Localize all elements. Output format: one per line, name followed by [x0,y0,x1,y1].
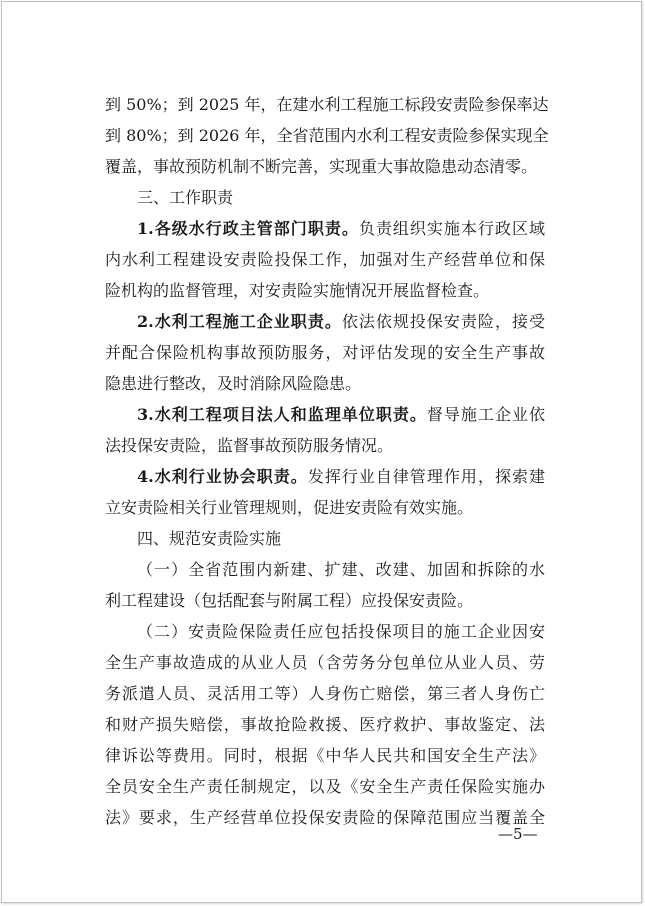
paragraph-line [105,771,545,802]
line-text: 立安责险相关行业管理规则，促进安责险有效实施。 [105,498,474,517]
paragraph-line [105,802,545,833]
paragraph-line [105,585,473,616]
item-3-heading-line [137,399,545,430]
line-text: （一）全省范围内新建、扩建、改建、加固和拆除的水 [137,560,545,579]
paragraph-line [105,492,473,523]
section-heading-4 [137,523,281,554]
item-title: 1.各级水行政主管部门职责。 [137,219,359,238]
heading-text: 三、工作职责 [137,188,234,207]
item-1-heading-line [137,213,545,244]
line-text: 全生产事故造成的从业人员（含劳务分包单位从业人员、劳 [105,653,545,672]
line-text: 到 50%；到 2025 年，在建水利工程施工标段安责险参保率达 [105,95,549,114]
item-title: 2.水利工程施工企业职责。 [137,312,342,331]
paragraph-line [105,275,489,306]
line-text: 到 80%；到 2026 年，全省范围内水利工程安责险参保实现全 [105,126,549,145]
section-heading-3 [137,182,233,213]
paragraph-line [105,368,361,399]
paragraph-line [105,647,545,678]
paragraph-line [105,740,545,771]
item-title: 3.水利工程项目法人和监理单位职责。 [137,405,427,424]
line-text: 利工程建设（包括配套与附属工程）应投保安责险。 [105,591,474,610]
paragraph-line [105,337,545,368]
heading-text: 四、规范安责险实施 [137,529,282,548]
paragraph-line [105,120,549,151]
line-text: 隐患进行整改，及时消除风险隐患。 [105,374,362,393]
line-text: 全员安全生产责任制规定，以及《安全生产责任保险实施办 [105,777,545,796]
line-text: 内水利工程建设安责险投保工作，加强对生产经营单位和保 [105,250,545,269]
line-text: 险机构的监督管理，对安责险实施情况开展监督检查。 [105,281,490,300]
paragraph-line [105,244,545,275]
line-text: 督导施工企业依 [426,405,545,424]
line-text: 务派遣人员、灵活用工等）人身伤亡赔偿，第三者人身伤亡 [105,684,545,703]
line-text: 和财产损失赔偿，事故抢险救援、医疗救护、事故鉴定、法 [105,715,545,734]
paragraph-line [137,554,545,585]
paragraph-line [105,151,537,182]
line-text: （二）安责险保险责任应包括投保项目的施工企业因安 [137,622,545,641]
line-text: 并配合保险机构事故预防服务，对评估发现的安全生产事故 [105,343,545,362]
item-2-heading-line [137,306,545,337]
paragraph-line [105,678,545,709]
line-text: 律诉讼等费用。同时，根据《中华人民共和国安全生产法》 [105,746,545,765]
line-text: 发挥行业自律管理作用，探索建 [307,467,545,486]
line-text: 法》要求，生产经营单位投保安责险的保障范围应当覆盖全 [105,808,545,827]
document-page [1,1,642,903]
paragraph-line [105,709,545,740]
line-text: 负责组织实施本行政区域 [358,219,545,238]
line-text: 覆盖，事故预防机制不断完善，实现重大事故隐患动态清零。 [105,157,538,176]
line-text: 依法依规投保安责险，接受 [341,312,545,331]
paragraph-line [105,430,393,461]
line-text: 法投保安责险，监督事故预防服务情况。 [105,436,394,455]
item-4-heading-line [137,461,545,492]
item-title: 4.水利行业协会职责。 [137,467,308,486]
page-number: —5— [498,825,538,843]
paragraph-line [105,89,549,120]
paragraph-line [137,616,545,647]
